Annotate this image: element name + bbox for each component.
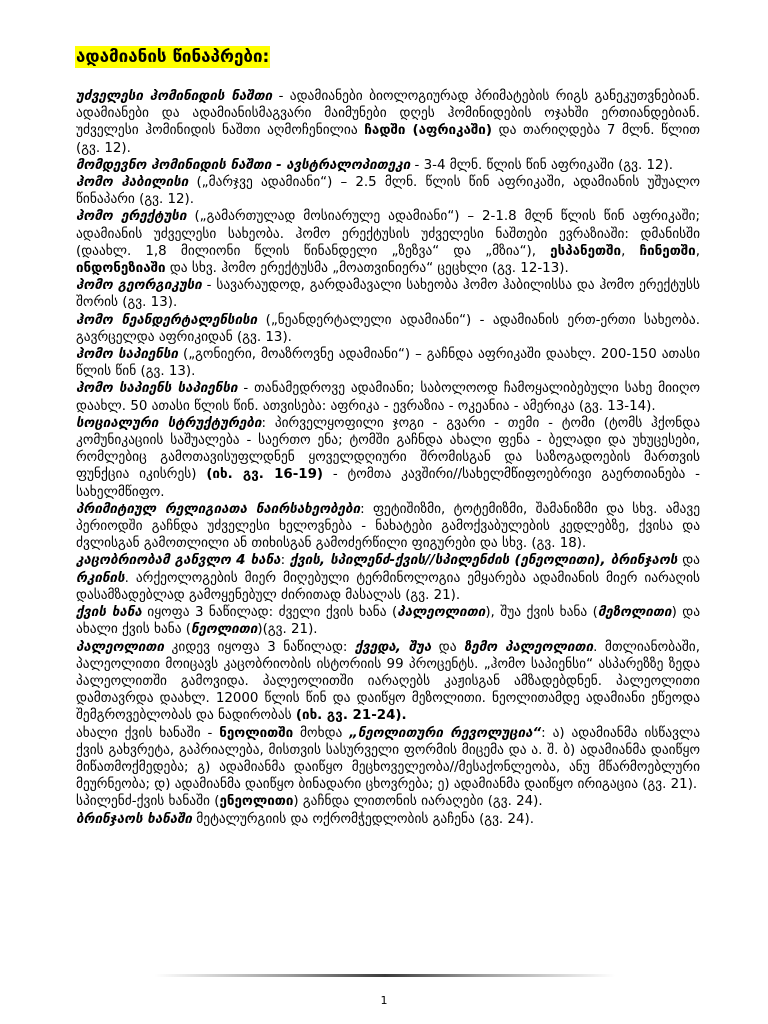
item-text: ) და ახალი ქვის ხანა ( [76, 605, 700, 638]
item-text: და [431, 639, 465, 655]
bold-term: პალეოლითი [397, 605, 486, 621]
bold-term: ინდონეზიაში [76, 261, 166, 277]
item-text: და [677, 553, 700, 569]
bold-term: მომდევნო ჰომინიდის ნაშთი - ავსტრალოპითეკი [76, 157, 411, 173]
item-text: . არქეოლოგების მიერ მიღებული ტერმინოლოგია ემყარება ადამიანის მიერ იარაღის დასამზადებლად გამოყენებულ ძირითად მასალას (გვ. 21). [76, 570, 700, 603]
page-number: 1 [380, 994, 388, 1007]
page-title: ადამიანის წინაპრები: [76, 47, 270, 67]
item-text: - თანამედროვე ადამიანი; საბოლოოდ ჩამოყალიბებული სახე მიიღო დაახლ. 50 ათასი წლის წინ. ათვისება: აფრიკა - ევრაზია - ოკეანია - ამერიკა (გვ. 13-14). [76, 381, 700, 414]
item-text: და თარიღდება 7 მლნ. წლით (გვ. 12). [76, 123, 700, 156]
item-text: მეტალურგიის და ოქრომჭედლობის გაჩენა (გვ. 24). [192, 811, 534, 827]
list-item [48, 174, 700, 208]
list-item [48, 604, 700, 638]
item-text: , [621, 243, 640, 259]
bold-term: ჰომო გეორგიკუსი [76, 278, 202, 294]
bold-term: ნეოლითში [219, 725, 294, 741]
bold-term: ჩადში (აფრიკაში) [364, 123, 492, 139]
bold-term: ჰომო საპიენს საპიენსი [76, 381, 238, 397]
item-text: , [695, 243, 700, 259]
bold-term: ქვედა, შუა [354, 639, 432, 655]
bold-term: (იხ. გვ. 21-24). [295, 708, 407, 724]
item-text: - 3-4 მლნ. წლის წინ აფრიკაში (გვ. 12). [410, 157, 674, 173]
bold-term: ჰომო ერექტუსი [76, 209, 187, 225]
list-item [48, 639, 700, 725]
bold-term: ჰომო საპიენსი [76, 347, 179, 363]
item-text: - ტომთა კავშირი//სახელმწიფოებრივი გაერთიანება - სახელმწიფო. [76, 467, 701, 500]
item-text: )(გვ. 21). [257, 622, 318, 638]
item-text: - ადამიანები ბიოლოგიურად პრიმატების რიგს განეკუთვნებიან. ადამიანები და ადამიანისმაგვარი მაიმუნები დღეს ჰომინიდების ოჯახში ერთიანდებიან. უძველესი ჰომინიდის ნაშთი აღმოჩენილია [76, 89, 700, 139]
item-text: კიდევ იყოფა 3 ნაწილად: [164, 639, 355, 655]
item-text: - სავარაუდოდ, გარდამავალი სახეობა ჰომო ჰაბილისსა და ჰომო ერექტუსს შორის (გვ. 13). [76, 278, 700, 311]
list-item [48, 380, 700, 414]
bold-term: ესპანეთში [550, 243, 622, 259]
bold-term: კაცობრიობამ განვლო 4 ხანა [76, 553, 281, 569]
bold-term: პრიმიტიულ რელიგიათა ნაირსახეობები [76, 501, 361, 517]
list-item [48, 415, 700, 501]
bold-term: რკინის [76, 570, 125, 586]
item-text: („გონიერი, მოაზროვნე ადამიანი“) – გაჩნდა აფრიკაში დაახლ. 200-150 ათასი წლის წინ (გვ. 13). [76, 347, 701, 380]
footer-divider [155, 974, 615, 977]
item-text: და სხვ. ჰომო ერექტუსმა „მოათვინიერა“ ცეცხლი (გვ. 12-13). [165, 261, 569, 277]
item-text: ), შუა ქვის ხანა ( [485, 605, 598, 621]
item-text: ) გაჩნდა ლითონის იარაღები (გვ. 24). [293, 794, 543, 810]
bold-term: ქვის, სპილენძ-ქვის//სპილენძის (ენეოლითი), ბრინჯაოს [289, 553, 678, 569]
bold-term: „ნეოლითური რევოლუცია“ [349, 725, 542, 741]
list-item [48, 725, 700, 794]
list-item [48, 277, 700, 311]
bold-term: ნეოლითი [191, 622, 258, 638]
item-text: : [280, 553, 290, 569]
list-item [48, 208, 700, 277]
bold-term: ქვის ხანა [76, 605, 142, 621]
list-item [48, 811, 700, 828]
bold-term: ჰომო ნეანდერტალენსისი [76, 312, 258, 328]
bold-term: (იხ. გვ. 16-19) [206, 467, 324, 483]
list-item [48, 501, 700, 553]
item-text: : პირველყოფილი ჯოგი - გვარი - თემი - ტომი (ტომს ჰქონდა კომუნიკაციის საშუალება - საერთო ენა; ტომში გაჩნდა ახალი ფენა - ბელადი და უხუცესები, რომლებიც გამოთავისუფლდნენ ყოველდღიური შრომისგან და საზოგადოების მართვის ფუნქცია იკისრეს) [76, 415, 700, 483]
item-text: . მთლიანობაში, პალეოლითი მოიცავს კაცობრიობის ისტორიის 99 პროცენტს. „ჰომო საპიენსი“ ასპარეზზე ზედა პალეოლითში გამოვიდა. პალეოლითში იარაღებს კაჟისგან ამზადებდნენ. პალეოლითი დამთავრდა დაახლ. 12000 წლის წინ და დაიწყო მეზოლითი. ნეოლითამდე ადამიანი ეწეოდა შემგროვებლობას და ნადირობას [76, 639, 700, 724]
bold-term: უძველესი ჰომინიდის ნაშთი [76, 89, 273, 104]
bold-term: პალეოლითი [76, 639, 165, 655]
bullet-list [48, 88, 700, 828]
bold-term: მეზოლითი [597, 605, 672, 621]
list-item [48, 88, 700, 157]
list-item [48, 312, 700, 346]
item-text: : ფეტიშიზმი, ტოტემიზმი, შამანიზმი და სხვ. ამავე პერიოდში გაჩნდა უძველესი ხელოვნება - ნახატები გამოქვაბულების კედლებზე, ქვისა და ძვლისგან გამოთლილი ან თიხისგან გამოძერწილი ფიგურები და სხვ. (გვ. 18). [76, 501, 700, 552]
bold-term: ჰომო ჰაბილისი [76, 175, 189, 191]
list-item [48, 552, 700, 604]
bold-term: ენეოლითი [219, 794, 294, 810]
bold-term: ჩინეთში [639, 243, 696, 259]
item-text: მოხდა [293, 725, 350, 741]
item-text: („მარჯვე ადამიანი“) – 2.5 მლნ. წლის წინ აფრიკაში, ადამიანის უშუალო წინაპარი (გვ. 12). [76, 175, 700, 208]
bold-term: ბრინჯაოს ხანაში [76, 811, 193, 827]
list-item [48, 157, 700, 174]
item-text: ახალი ქვის ხანაში - [76, 725, 220, 741]
bold-term: სოციალური სტრუქტურები [76, 415, 262, 431]
item-text: იყოფა 3 ნაწილად: ძველი ქვის ხანა ( [141, 605, 398, 621]
list-item [48, 793, 700, 810]
bold-term: ზემო პალეოლითი [464, 639, 594, 655]
item-text: სპილენძ-ქვის ხანაში ( [76, 794, 220, 810]
item-text: („გამართულად მოსიარულე ადამიანი“) – 2-1.8 მლნ წლის წინ აფრიკაში; ადამიანის უძველესი სახეობა. ჰომო ერექტუსის უძველესი ნაშთები ევრაზიაში: დმანისში (დაახლ. 1,8 მილიონი წლის წინანდელი „ზეზვა“ და „მზია“), [76, 209, 700, 259]
item-text: : ა) ადამიანმა ისწავლა ქვის გახვრეტა, გაპრიალება, მისთვის სასურველი ფორმის მიცემა და ა. შ. ბ) ადამიანმა დაიწყო მიწათმოქმედება; გ) ადამიანმა დაიწყო მეცხოველეობა//მესაქონლეობა, ანუ მწარმოებლური მეურნეობა; დ) ადამიანმა დაიწყო ბინადარი ცხოვრება; ე) ადამიანმა დაიწყო ირიგაცია (გვ. 21). [76, 725, 700, 793]
item-text: („ნეანდერტალელი ადამიანი“) - ადამიანის ერთ-ერთი სახეობა. გავრცელდა აფრიკიდან (გვ. 13). [76, 312, 700, 345]
list-item [48, 346, 700, 380]
